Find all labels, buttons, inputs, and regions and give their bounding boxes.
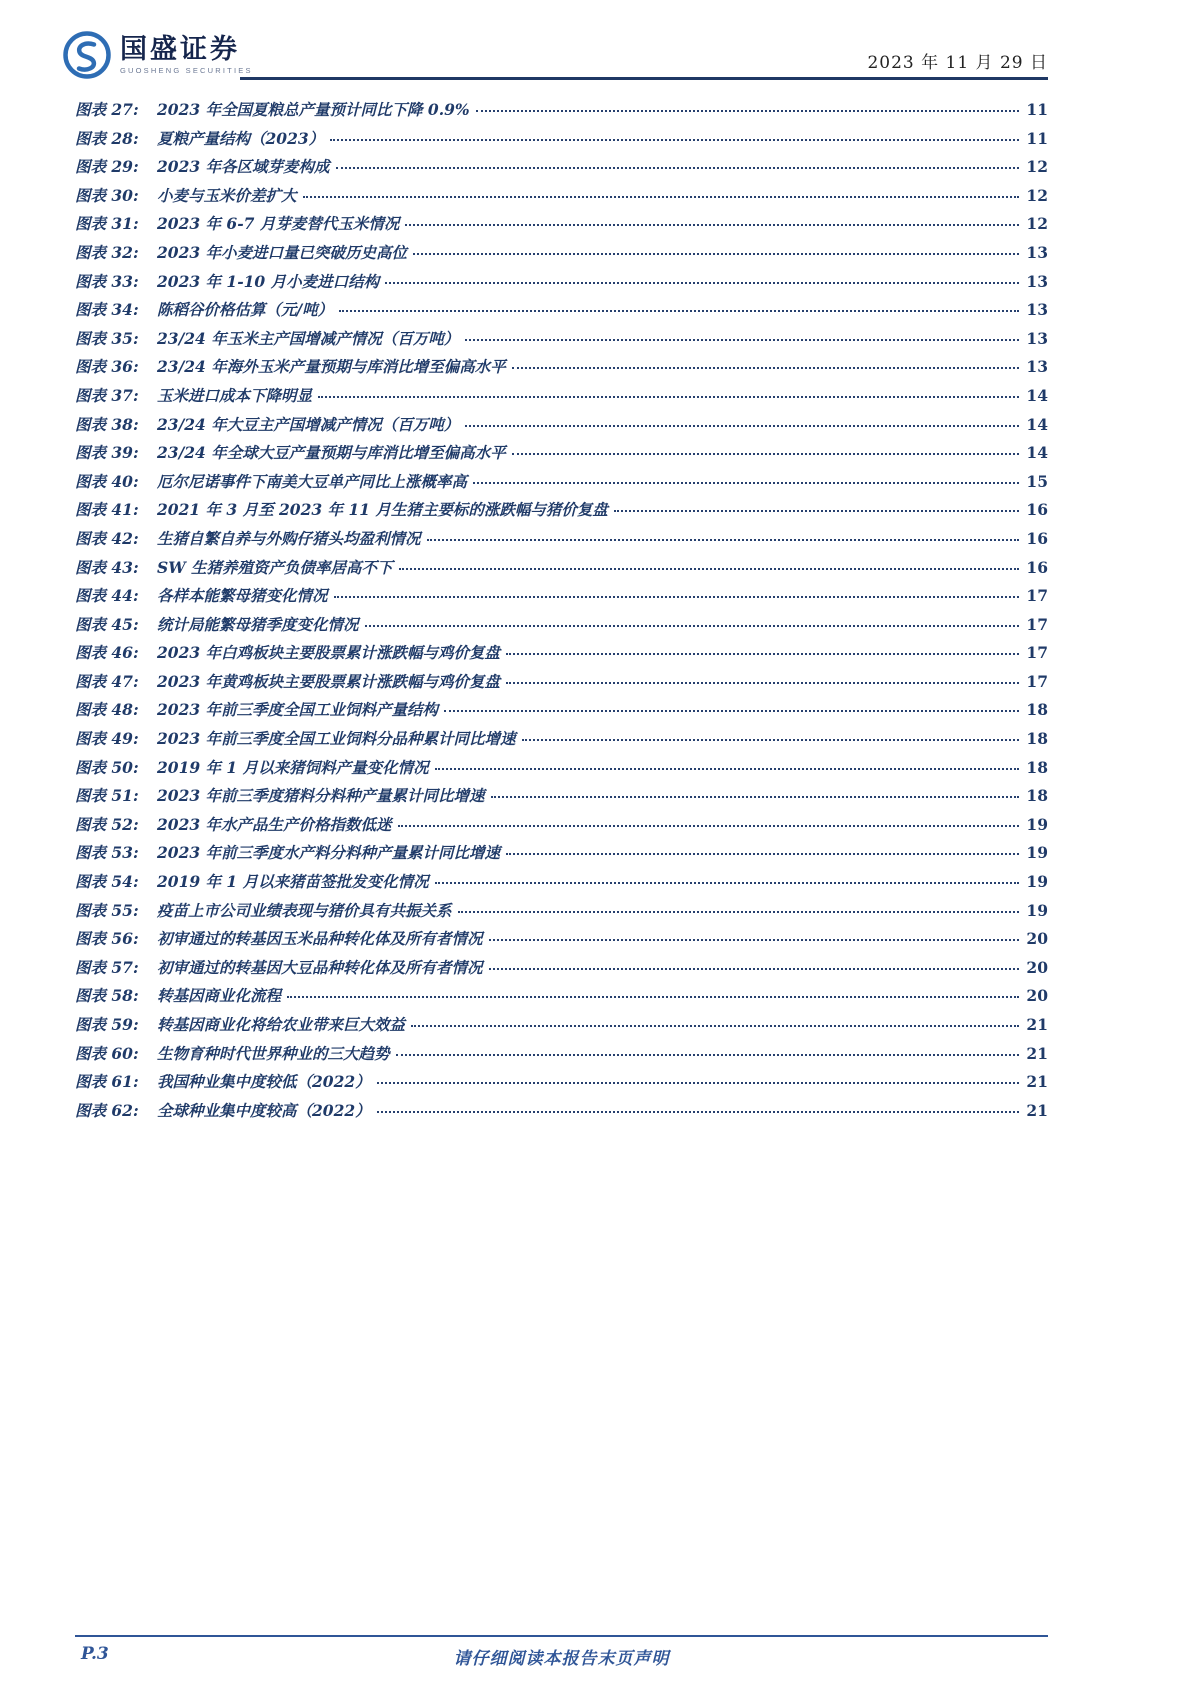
toc-entry-page: 17 xyxy=(1026,614,1048,634)
toc-entry-page: 18 xyxy=(1026,700,1048,720)
brand-text xyxy=(120,35,253,75)
toc-leader-dots xyxy=(287,996,1019,998)
toc-leader-dots xyxy=(365,625,1019,627)
toc-entry-label: 图表 27: xyxy=(75,100,139,119)
toc-entry-page: 17 xyxy=(1026,671,1048,691)
toc-entry-page: 12 xyxy=(1026,185,1048,205)
toc-entry-label: 图表 54: xyxy=(75,872,139,892)
toc-entry-label: 图表 57: xyxy=(75,957,139,977)
toc-entry-title: SW 生猪养殖资产负债率居高不下 xyxy=(157,557,393,577)
toc-entry[interactable] xyxy=(75,554,1048,583)
toc-entry-title: 陈稻谷价格估算（元/吨） xyxy=(157,300,334,320)
toc-entry[interactable] xyxy=(75,839,1048,868)
guosheng-logo-icon xyxy=(62,30,112,80)
toc-entry-label: 图表 29: xyxy=(75,157,139,177)
toc-entry-label: 图表 51: xyxy=(75,786,139,806)
toc-entry-page: 19 xyxy=(1026,814,1048,834)
toc-entry-page: 18 xyxy=(1026,757,1048,777)
toc-entry-page: 12 xyxy=(1026,157,1048,177)
toc-entry-label: 图表 55: xyxy=(75,900,139,920)
toc-entry-title: 疫苗上市公司业绩表现与猪价具有共振关系 xyxy=(157,900,452,920)
toc-entry[interactable] xyxy=(75,1097,1048,1126)
toc-entry-page: 14 xyxy=(1026,385,1048,405)
toc-entry-title: 夏粮产量结构（2023） xyxy=(157,128,325,148)
toc-leader-dots xyxy=(377,1111,1019,1113)
toc-leader-dots xyxy=(303,196,1019,198)
toc-entry-title: 2023 年 6-7 月芽麦替代玉米情况 xyxy=(157,214,400,234)
toc-entry-label: 图表 45: xyxy=(75,614,139,634)
toc-entry[interactable] xyxy=(75,382,1048,411)
toc-leader-dots xyxy=(411,1025,1019,1027)
toc-entry[interactable] xyxy=(75,96,1048,125)
toc-entry-title: 初审通过的转基因大豆品种转化体及所有者情况 xyxy=(157,957,483,977)
toc-leader-dots xyxy=(435,882,1019,884)
toc-entry-title: 初审通过的转基因玉米品种转化体及所有者情况 xyxy=(157,929,483,949)
toc-entry[interactable] xyxy=(75,639,1048,668)
toc-leader-dots xyxy=(398,825,1019,827)
footer-disclaimer: 请仔细阅读本报告末页声明 xyxy=(453,1649,670,1669)
toc-entry-label: 图表 58: xyxy=(75,986,139,1006)
toc-leader-dots xyxy=(435,768,1019,770)
toc-entry-page: 19 xyxy=(1026,872,1048,892)
toc-entry-label: 图表 28: xyxy=(75,128,139,148)
toc-entry-page: 13 xyxy=(1026,328,1048,348)
header-rule xyxy=(240,77,1048,81)
toc-entry-page: 21 xyxy=(1026,1100,1048,1120)
toc-entry-title: 转基因商业化将给农业带来巨大效益 xyxy=(157,1015,406,1034)
toc-entry-page: 16 xyxy=(1026,557,1048,577)
toc-entry-title: 统计局能繁母猪季度变化情况 xyxy=(157,614,359,634)
toc-entry-label: 图表 37: xyxy=(75,385,139,405)
toc-entry-page: 13 xyxy=(1026,242,1048,262)
toc-entry-title: 2023 年全国夏粮总产量预计同比下降 0.9% xyxy=(157,100,470,119)
toc-entry-label: 图表 42: xyxy=(75,528,139,548)
toc-entry-label: 图表 30: xyxy=(75,185,139,205)
toc-entry-page: 13 xyxy=(1026,357,1048,377)
toc-leader-dots xyxy=(473,482,1019,484)
toc-entry-label: 图表 46: xyxy=(75,643,139,663)
toc-leader-dots xyxy=(489,939,1019,941)
toc-entry-page: 20 xyxy=(1026,957,1048,977)
toc-entry[interactable] xyxy=(75,210,1048,239)
toc-leader-dots xyxy=(491,796,1019,798)
toc-entry-page: 17 xyxy=(1026,643,1048,663)
toc-entry-title: 2021 年 3 月至 2023 年 11 月生猪主要标的涨跌幅与猪价复盘 xyxy=(157,500,608,520)
toc-leader-dots xyxy=(512,453,1019,455)
toc-entry[interactable] xyxy=(75,239,1048,268)
toc-leader-dots xyxy=(427,539,1019,541)
toc-leader-dots xyxy=(506,853,1019,855)
toc-entry[interactable] xyxy=(75,1040,1048,1069)
toc-entry-page: 13 xyxy=(1026,300,1048,320)
toc-leader-dots xyxy=(506,653,1019,655)
toc-leader-dots xyxy=(476,110,1019,112)
toc-leader-dots xyxy=(614,510,1019,512)
toc-entry[interactable] xyxy=(75,182,1048,211)
toc-entry-label: 图表 59: xyxy=(75,1015,139,1034)
toc-entry-page: 21 xyxy=(1026,1043,1048,1063)
toc-leader-dots xyxy=(318,396,1019,398)
toc-entry-page: 14 xyxy=(1026,414,1048,434)
toc-leader-dots xyxy=(399,568,1020,570)
toc-entry-page: 19 xyxy=(1026,900,1048,920)
header-right xyxy=(240,48,1048,81)
toc-leader-dots xyxy=(512,367,1019,369)
toc-entry[interactable] xyxy=(75,668,1048,697)
toc-leader-dots xyxy=(522,739,1019,741)
page-header xyxy=(0,0,1200,80)
toc-leader-dots xyxy=(458,911,1019,913)
toc-entry[interactable] xyxy=(75,525,1048,554)
toc-entry[interactable] xyxy=(75,353,1048,382)
toc-leader-dots xyxy=(444,710,1019,712)
toc-entry-title: 2023 年前三季度猪料分料种产量累计同比增速 xyxy=(157,786,485,806)
toc-entry-label: 图表 33: xyxy=(75,271,139,291)
toc-entry[interactable] xyxy=(75,782,1048,811)
toc-entry[interactable] xyxy=(75,611,1048,640)
toc-entry[interactable] xyxy=(75,868,1048,897)
toc-entry-title: 各样本能繁母猪变化情况 xyxy=(157,586,328,606)
toc-entry-label: 图表 36: xyxy=(75,357,139,377)
toc-entry-page: 17 xyxy=(1026,586,1048,606)
toc-entry-title: 小麦与玉米价差扩大 xyxy=(157,185,297,205)
toc-entry-page: 18 xyxy=(1026,729,1048,749)
toc-entry-page: 13 xyxy=(1026,271,1048,291)
toc-entry-title: 2023 年前三季度水产料分料种产量累计同比增速 xyxy=(157,843,501,863)
toc-entry-title: 2023 年 1-10 月小麦进口结构 xyxy=(157,271,380,291)
toc-entry-page: 15 xyxy=(1026,471,1048,491)
toc-entry-label: 图表 31: xyxy=(75,214,139,234)
footer-page-number: P.3 xyxy=(81,1644,109,1664)
toc-entry-label: 图表 44: xyxy=(75,586,139,606)
toc-leader-dots xyxy=(465,425,1019,427)
brand-subtitle: GUOSHENG SECURITIES xyxy=(120,66,253,76)
toc-entry-title: 2023 年白鸡板块主要股票累计涨跌幅与鸡价复盘 xyxy=(157,643,501,663)
toc-entry-title: 厄尔尼诺事件下南美大豆单产同比上涨概率高 xyxy=(157,471,468,491)
toc-entry-label: 图表 43: xyxy=(75,557,139,577)
toc-entry[interactable] xyxy=(75,925,1048,954)
toc-entry-label: 图表 48: xyxy=(75,700,139,720)
brand-name: 国盛证券 xyxy=(120,33,240,64)
toc-entry-title: 23/24 年大豆主产国增减产情况（百万吨） xyxy=(157,414,460,434)
toc-entry[interactable] xyxy=(75,982,1048,1011)
toc-entry[interactable] xyxy=(75,411,1048,440)
toc-leader-dots xyxy=(465,339,1019,341)
toc-leader-dots xyxy=(339,310,1019,312)
toc-leader-dots xyxy=(506,682,1019,684)
toc-entry-page: 12 xyxy=(1026,214,1048,234)
toc-entry-label: 图表 35: xyxy=(75,328,139,348)
brand xyxy=(62,30,253,80)
toc-leader-dots xyxy=(405,224,1019,226)
toc-entry-page: 11 xyxy=(1026,100,1048,119)
toc-leader-dots xyxy=(489,968,1019,970)
toc-entry-title: 2023 年各区域芽麦构成 xyxy=(157,157,330,177)
toc-entry[interactable] xyxy=(75,1068,1048,1097)
toc-entry[interactable] xyxy=(75,468,1048,497)
toc-entry[interactable] xyxy=(75,325,1048,354)
toc-leader-dots xyxy=(413,253,1019,255)
toc-entry[interactable] xyxy=(75,268,1048,297)
footer-row xyxy=(75,1644,1048,1668)
toc-entry-title: 2019 年 1 月以来猪饲料产量变化情况 xyxy=(157,757,429,777)
toc-entry-page: 19 xyxy=(1026,843,1048,863)
toc-entry-title: 2023 年前三季度全国工业饲料产量结构 xyxy=(157,700,439,720)
toc-entry-label: 图表 50: xyxy=(75,757,139,777)
toc-entry-label: 图表 62: xyxy=(75,1100,139,1120)
toc-entry-label: 图表 38: xyxy=(75,414,139,434)
toc-entry[interactable] xyxy=(75,1011,1048,1040)
toc-entry-title: 生物育种时代世界种业的三大趋势 xyxy=(157,1043,390,1063)
report-date: 2023 年 11 月 29 日 xyxy=(867,52,1048,73)
toc-entry-page: 11 xyxy=(1026,128,1048,148)
toc-leader-dots xyxy=(334,596,1019,598)
toc-entry-label: 图表 40: xyxy=(75,471,139,491)
toc-entry-page: 21 xyxy=(1026,1015,1048,1034)
toc-entry-label: 图表 52: xyxy=(75,814,139,834)
toc-entry[interactable] xyxy=(75,153,1048,182)
toc-entry-page: 20 xyxy=(1026,986,1048,1006)
toc-entry-title: 2023 年黄鸡板块主要股票累计涨跌幅与鸡价复盘 xyxy=(157,671,501,691)
toc-entry-label: 图表 41: xyxy=(75,500,139,520)
toc-entry-title: 2023 年小麦进口量已突破历史高位 xyxy=(157,242,408,262)
toc-entry-page: 18 xyxy=(1026,786,1048,806)
toc-entry-title: 我国种业集中度较低（2022） xyxy=(157,1072,371,1092)
toc-entry[interactable] xyxy=(75,296,1048,325)
toc-entry-page: 21 xyxy=(1026,1072,1048,1092)
toc-entry-page: 16 xyxy=(1026,500,1048,520)
toc-entry-page: 20 xyxy=(1026,929,1048,949)
toc-entry-label: 图表 39: xyxy=(75,443,139,463)
toc-entry-label: 图表 60: xyxy=(75,1043,139,1063)
toc-leader-dots xyxy=(330,139,1019,141)
toc-entry-title: 23/24 年玉米主产国增减产情况（百万吨） xyxy=(157,328,460,348)
toc-entry-title: 生猪自繁自养与外购仔猪头均盈利情况 xyxy=(157,528,421,548)
toc-entry-title: 2023 年前三季度全国工业饲料分品种累计同比增速 xyxy=(157,729,516,749)
toc-entry-label: 图表 34: xyxy=(75,300,139,320)
toc-entry-title: 2019 年 1 月以来猪苗签批发变化情况 xyxy=(157,872,429,892)
toc-entry[interactable] xyxy=(75,696,1048,725)
toc-entry-title: 转基因商业化流程 xyxy=(157,986,282,1006)
toc-list xyxy=(0,80,1200,1125)
toc-entry[interactable] xyxy=(75,125,1048,154)
toc-entry-title: 全球种业集中度较高（2022） xyxy=(157,1100,371,1120)
toc-entry-label: 图表 56: xyxy=(75,929,139,949)
toc-entry-label: 图表 32: xyxy=(75,242,139,262)
toc-entry[interactable] xyxy=(75,811,1048,840)
toc-entry-page: 14 xyxy=(1026,443,1048,463)
toc-entry[interactable] xyxy=(75,754,1048,783)
toc-entry-page: 16 xyxy=(1026,528,1048,548)
toc-entry-title: 玉米进口成本下降明显 xyxy=(157,385,313,405)
toc-leader-dots xyxy=(336,167,1019,169)
toc-entry-title: 23/24 年海外玉米产量预期与库消比增至偏高水平 xyxy=(157,357,506,377)
toc-entry[interactable] xyxy=(75,897,1048,926)
toc-entry-label: 图表 61: xyxy=(75,1072,139,1092)
toc-leader-dots xyxy=(385,282,1019,284)
toc-entry-label: 图表 49: xyxy=(75,729,139,749)
toc-leader-dots xyxy=(377,1082,1019,1084)
toc-entry[interactable] xyxy=(75,496,1048,525)
toc-entry-title: 23/24 年全球大豆产量预期与库消比增至偏高水平 xyxy=(157,443,506,463)
toc-entry-title: 2023 年水产品生产价格指数低迷 xyxy=(157,814,392,834)
toc-entry[interactable] xyxy=(75,439,1048,468)
toc-entry[interactable] xyxy=(75,954,1048,983)
page-footer xyxy=(75,1635,1048,1668)
toc-leader-dots xyxy=(396,1054,1019,1056)
toc-entry[interactable] xyxy=(75,725,1048,754)
toc-entry[interactable] xyxy=(75,582,1048,611)
toc-entry-label: 图表 53: xyxy=(75,843,139,863)
toc-entry-label: 图表 47: xyxy=(75,671,139,691)
